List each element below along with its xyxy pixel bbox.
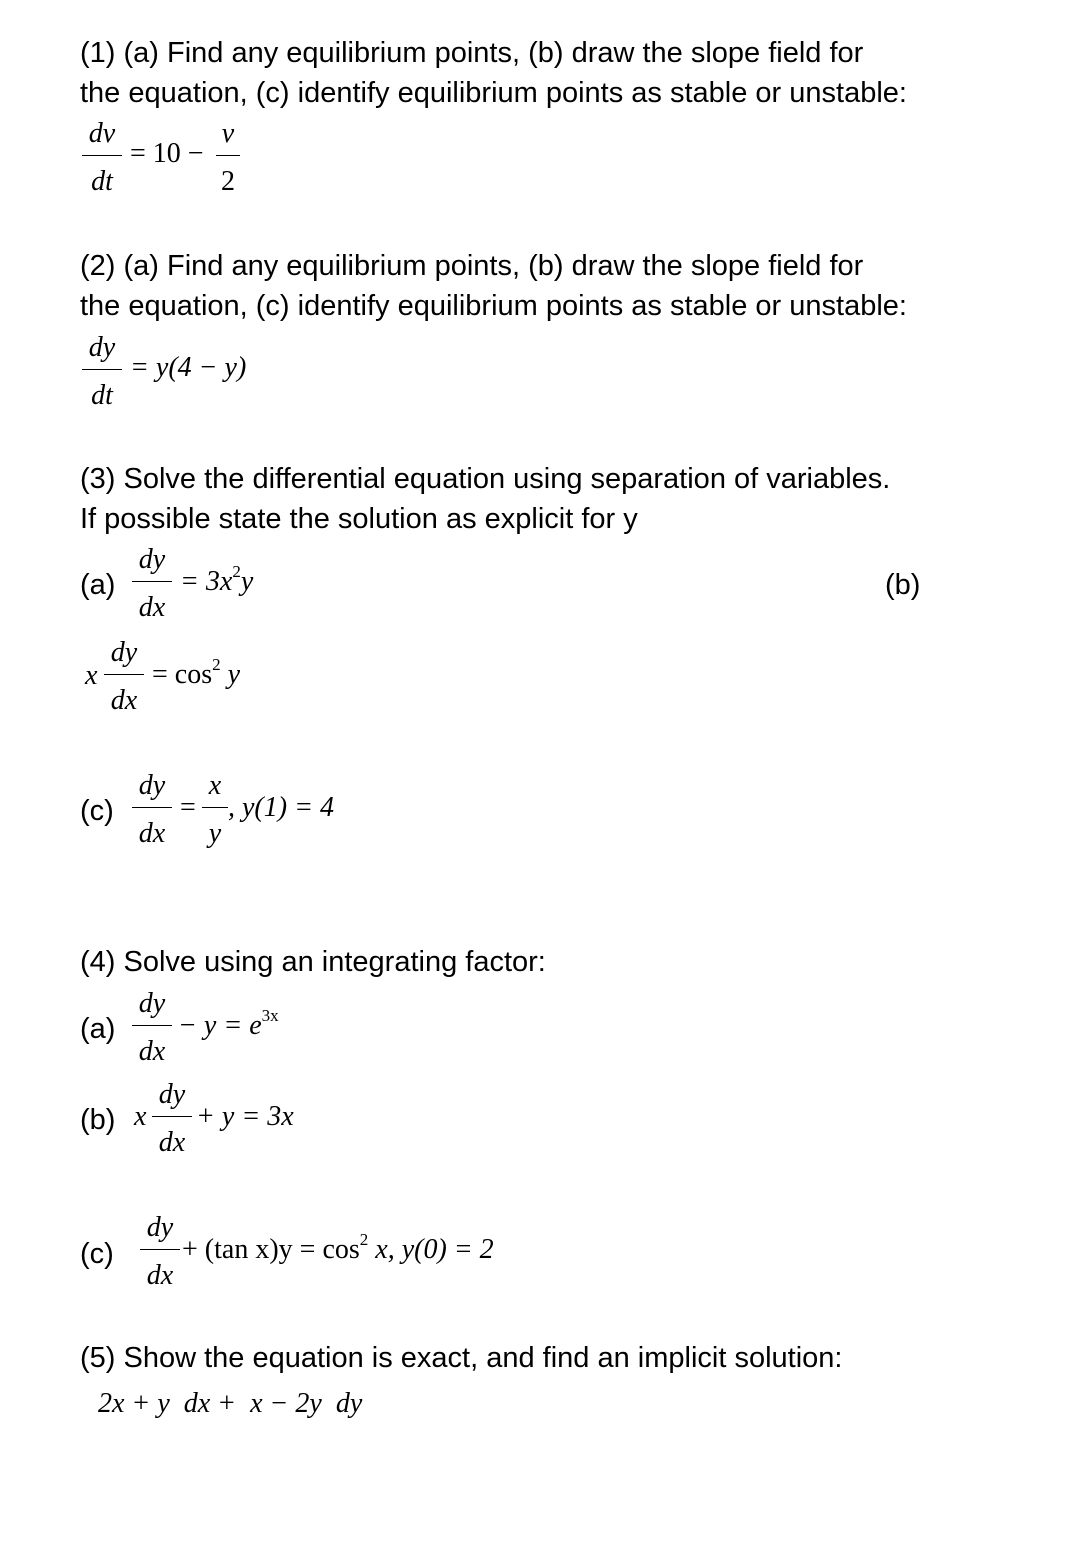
q4b-numerator: dy bbox=[158, 1079, 186, 1110]
q5-prompt: (5) Show the equation is exact, and find an implicit solution: bbox=[80, 1342, 843, 1374]
q3c-label: (c) bbox=[80, 795, 114, 827]
q3b-lhs-x: x bbox=[85, 660, 98, 691]
q4a-numerator: dy bbox=[138, 988, 166, 1019]
q3b-label: (b) bbox=[885, 569, 921, 601]
q4c-fraction bbox=[140, 1212, 180, 1296]
q3a-denominator: dx bbox=[138, 592, 166, 623]
q1-prompt-line2: the equation, (c) identify equilibrium points as stable or unstable: bbox=[80, 77, 907, 109]
q2-numerator: dy bbox=[88, 332, 116, 363]
q3c-fraction bbox=[132, 770, 172, 854]
q4c-rhs: + (tan $x)y = \cos^2 x$, y(0) = 2 bbox=[182, 1230, 494, 1265]
q3c-equals: = bbox=[180, 792, 196, 823]
q3a-fraction bbox=[132, 544, 172, 628]
q4c-label: (c) bbox=[80, 1238, 114, 1270]
q3c-y-denominator: y bbox=[208, 818, 222, 849]
q3c-x-over-y bbox=[202, 770, 228, 854]
q3b-rhs: = $\cos^2 y$ bbox=[152, 655, 241, 690]
q3c-denominator: dx bbox=[138, 818, 166, 849]
q1-v-denominator: 2 bbox=[221, 166, 235, 197]
q2-prompt-line1: (2) (a) Find any equilibrium points, (b) draw the slope field for bbox=[80, 250, 864, 282]
q4b-fraction bbox=[152, 1079, 192, 1163]
q2-denominator: dt bbox=[91, 380, 113, 411]
q1-numerator: dv bbox=[88, 118, 116, 149]
q4a-label: (a) bbox=[80, 1013, 116, 1045]
q3a-numerator: dy bbox=[138, 544, 166, 575]
q1-fraction-v-over-2 bbox=[216, 118, 240, 202]
q4-prompt: (4) Solve using an integrating factor: bbox=[80, 946, 546, 978]
q1-denominator: dt bbox=[91, 166, 113, 197]
q1-prompt-line1: (1) (a) Find any equilibrium points, (b) draw the slope field for bbox=[80, 37, 864, 69]
q1-v-numerator: v bbox=[221, 118, 235, 149]
q3c-initial-condition: , y(1) = 4 bbox=[228, 792, 334, 823]
q3-prompt-line2: If possible state the solution as explicit for y bbox=[80, 503, 638, 535]
q2-fraction-dydt bbox=[82, 332, 122, 416]
q3b-numerator: dy bbox=[110, 637, 138, 668]
q4a-denominator: dx bbox=[138, 1036, 166, 1067]
q5-equation: 2x + y dx + x − 2y dy bbox=[98, 1388, 363, 1419]
q3b-fraction bbox=[104, 637, 144, 721]
q3b-denominator: dx bbox=[110, 685, 138, 716]
q4b-denominator: dx bbox=[158, 1127, 186, 1158]
q3-prompt-line1: (3) Solve the differential equation using separation of variables. bbox=[80, 463, 891, 495]
q3a-rhs: = $3x^2y$ bbox=[180, 562, 254, 597]
q3a-label: (a) bbox=[80, 569, 116, 601]
q3c-numerator: dy bbox=[138, 770, 166, 801]
q3c-x-numerator: x bbox=[208, 770, 222, 801]
q1-fraction-dvdt bbox=[82, 118, 122, 202]
q4a-rhs: − $y = e^{3x}$ bbox=[178, 1006, 279, 1041]
q1-rhs: = 10 − bbox=[130, 138, 204, 169]
q4c-numerator: dy bbox=[146, 1212, 174, 1243]
q2-prompt-line2: the equation, (c) identify equilibrium points as stable or unstable: bbox=[80, 290, 907, 322]
q4b-rhs: + y = 3x bbox=[196, 1101, 294, 1132]
q4a-fraction bbox=[132, 988, 172, 1072]
q4b-lhs-x: x bbox=[134, 1101, 147, 1132]
q4b-label: (b) bbox=[80, 1104, 116, 1136]
q2-rhs: = y(4 − y) bbox=[130, 352, 247, 383]
q4c-denominator: dx bbox=[146, 1260, 174, 1291]
